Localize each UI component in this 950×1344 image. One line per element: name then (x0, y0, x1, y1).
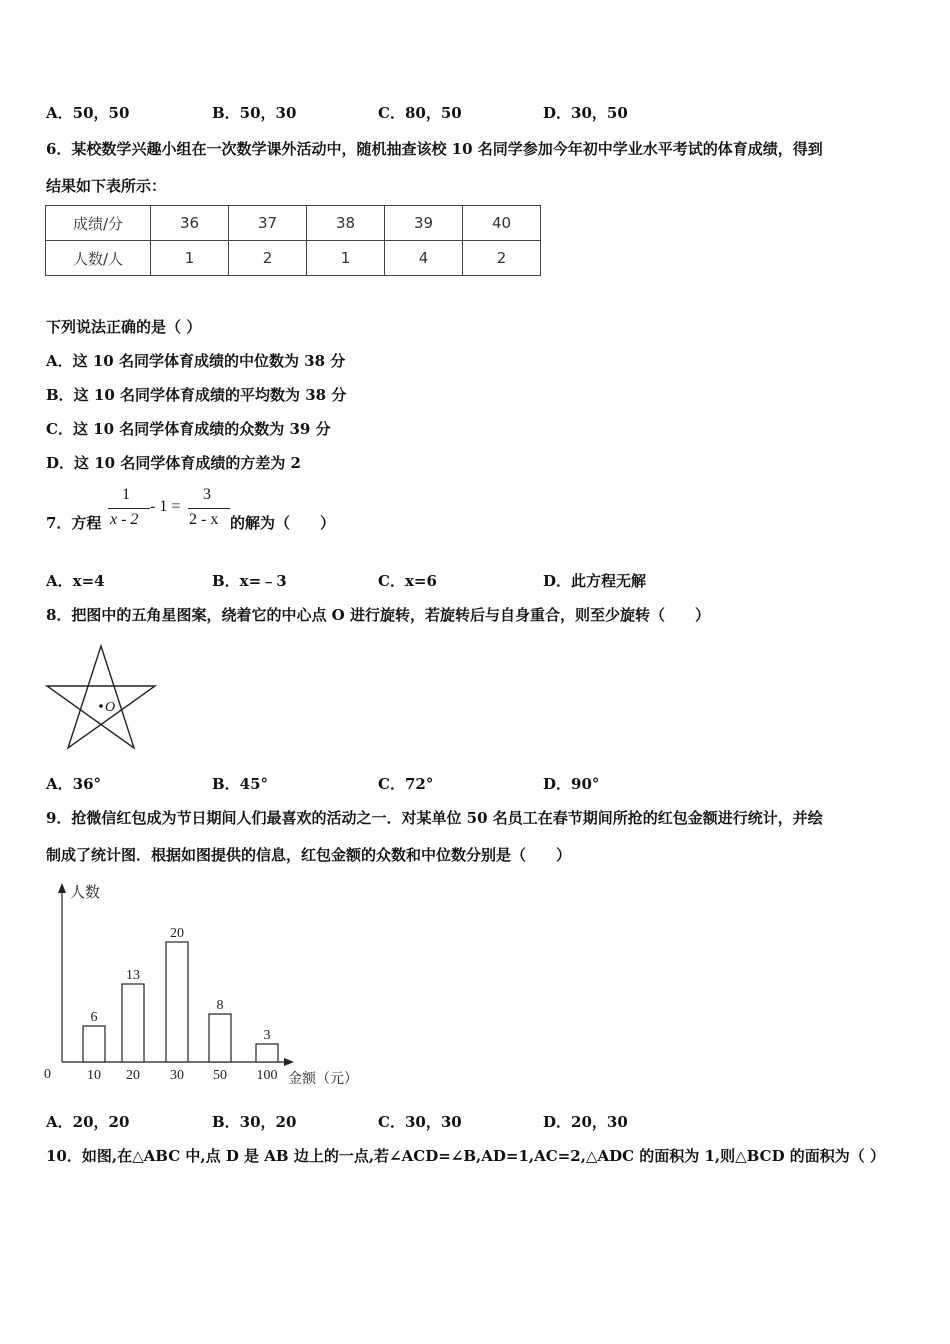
q9-option-b: B．30，20 (212, 1113, 297, 1131)
table-cell: 1 (307, 241, 385, 276)
q6-stem-line1: 6．某校数学兴趣小组在一次数学课外活动中，随机抽查该校 10 名同学参加今年初中学业水平考试的体育成绩，得到 (46, 140, 823, 158)
q6-prompt: 下列说法正确的是（ ） (46, 318, 202, 336)
q7-option-d: D．此方程无解 (543, 572, 647, 590)
q5-option-a: A．50，50 (46, 104, 130, 122)
q7-suffix: 的解为（ ） (230, 514, 336, 532)
table-cell: 37 (229, 206, 307, 241)
table-cell: 38 (307, 206, 385, 241)
table-cell: 2 (463, 241, 541, 276)
bar-50 (209, 1014, 231, 1062)
bar-10 (83, 1026, 105, 1062)
pentagram-shape (47, 646, 155, 748)
y-axis-label: 人数 (70, 885, 101, 901)
data-label-30: 20 (170, 926, 184, 941)
q5-option-b: B．50，30 (212, 104, 297, 122)
q9-option-c: C．30，30 (378, 1113, 462, 1131)
data-label-20: 13 (126, 968, 140, 983)
data-label-100: 3 (263, 1028, 271, 1043)
red-packet-bar-chart (36, 880, 376, 1092)
q9-stem-line1: 9．抢微信红包成为节日期间人们最喜欢的活动之一．对某单位 50 名员工在春节期间所抢的红包金额进行统计，并绘 (46, 809, 823, 827)
fraction-bar (188, 508, 230, 509)
table-header-score: 成绩/分 (46, 206, 151, 241)
q8-option-a: A．36° (46, 775, 102, 793)
center-point (99, 704, 103, 708)
tick-label-10: 10 (87, 1068, 101, 1083)
tick-label-100: 100 (256, 1068, 278, 1083)
score-table (45, 205, 541, 276)
q6-option-a: A．这 10 名同学体育成绩的中位数为 38 分 (46, 352, 346, 370)
x-axis-label: 金额（元） (288, 1072, 358, 1087)
q7-frac1-denominator: x - 2 (110, 511, 139, 528)
data-label-10: 6 (90, 1010, 98, 1025)
table-row (46, 206, 541, 241)
q5-option-c: C．80，50 (378, 104, 462, 122)
table-cell: 1 (151, 241, 229, 276)
q8-option-d: D．90° (543, 775, 600, 793)
tick-label-20: 20 (126, 1068, 140, 1083)
q6-option-b: B．这 10 名同学体育成绩的平均数为 38 分 (46, 386, 347, 404)
origin-label: 0 (44, 1067, 51, 1082)
q7-frac1-numerator: 1 (122, 486, 130, 503)
star-figure (44, 644, 158, 752)
bar-30 (166, 942, 188, 1062)
q7-option-b: B．x=﹣3 (212, 572, 287, 590)
bar-100 (256, 1044, 278, 1062)
q8-option-b: B．45° (212, 775, 269, 793)
y-axis-arrow (58, 883, 66, 893)
table-cell: 39 (385, 206, 463, 241)
table-row (46, 241, 541, 276)
q5-option-d: D．30，50 (543, 104, 628, 122)
table-header-count: 人数/人 (46, 241, 151, 276)
q7-option-a: A．x=4 (46, 572, 105, 590)
bar-20 (122, 984, 144, 1062)
q7-frac2-numerator: 3 (203, 486, 211, 503)
q9-option-a: A．20，20 (46, 1113, 130, 1131)
tick-label-50: 50 (213, 1068, 227, 1083)
data-label-50: 8 (216, 998, 224, 1013)
table-cell: 36 (151, 206, 229, 241)
q9-stem-line2: 制成了统计图．根据如图提供的信息，红包金额的众数和中位数分别是（ ） (46, 846, 572, 864)
q6-option-d: D．这 10 名同学体育成绩的方差为 2 (46, 454, 301, 472)
fraction-bar (108, 508, 150, 509)
center-label: O (105, 700, 116, 715)
q6-stem-line2: 结果如下表所示： (46, 177, 167, 195)
tick-label-30: 30 (170, 1068, 184, 1083)
q9-option-d: D．20，30 (543, 1113, 628, 1131)
q8-stem: 8．把图中的五角星图案，绕着它的中心点 O 进行旋转，若旋转后与自身重合，则至少旋转（ ） (46, 606, 710, 624)
x-axis-arrow (284, 1058, 294, 1066)
table-cell: 4 (385, 241, 463, 276)
q7-frac2-denominator: 2 - x (189, 511, 219, 528)
q7-option-c: C．x=6 (378, 572, 437, 590)
table-cell: 2 (229, 241, 307, 276)
q7-prefix: 7．方程 (46, 514, 102, 532)
q7-equation-middle: - 1 = (150, 498, 181, 515)
q8-option-c: C．72° (378, 775, 434, 793)
q10-stem: 10．如图,在△ABC 中,点 D 是 AB 边上的一点,若∠ACD=∠B,AD=1,AC=2,△ADC 的面积为 1,则△BCD 的面积为（ ） (46, 1147, 886, 1165)
q6-option-c: C．这 10 名同学体育成绩的众数为 39 分 (46, 420, 331, 438)
table-cell: 40 (463, 206, 541, 241)
